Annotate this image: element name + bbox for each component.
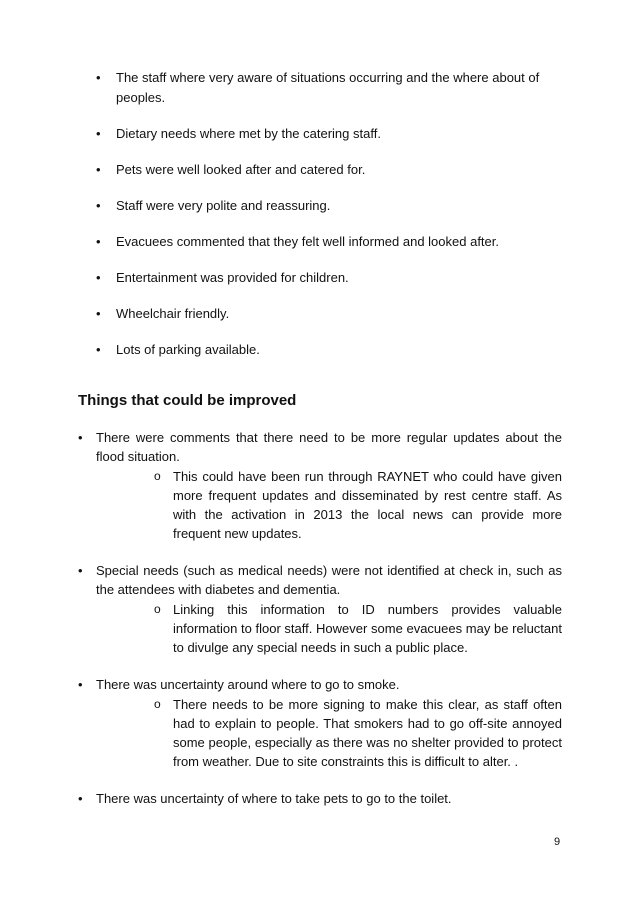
sub-bullet-icon: o	[154, 602, 161, 616]
list-item-text: The staff where very aware of situations occurring and the where about of peoples.	[116, 70, 540, 105]
bullet-icon: •	[96, 234, 101, 249]
subpoint-text: This could have been run through RAYNET who could have given more frequent updates and disseminated by rest centre staff. As with the activation in 2013 the local news can provide more frequent new updates.	[173, 469, 562, 541]
improvement-subpoint	[154, 467, 562, 543]
list-item	[96, 340, 566, 360]
bullet-icon: •	[78, 563, 83, 578]
bullet-icon: •	[96, 162, 101, 177]
list-item	[96, 268, 566, 288]
improvement-item	[78, 561, 562, 657]
section-heading: Things that could be improved	[78, 392, 297, 409]
list-item-text: Evacuees commented that they felt well informed and looked after.	[116, 234, 499, 249]
bullet-icon: •	[96, 70, 101, 85]
list-item	[96, 196, 566, 216]
bullet-icon: •	[78, 677, 83, 692]
list-item	[96, 124, 566, 144]
bullet-icon: •	[96, 126, 101, 141]
list-item-text: Dietary needs where met by the catering staff.	[116, 126, 381, 141]
subpoint-text: Linking this information to ID numbers provides valuable information to floor staff. However some evacuees may be reluctant to divulge any special needs in such a public place.	[173, 602, 562, 655]
bullet-icon: •	[78, 430, 83, 445]
improvement-text: There was uncertainty around where to go to smoke.	[96, 677, 400, 692]
bullet-icon: •	[96, 306, 101, 321]
improvement-subpoint	[154, 695, 562, 771]
list-item	[96, 232, 566, 252]
list-item	[96, 68, 566, 108]
list-item	[96, 160, 566, 180]
list-item	[96, 304, 566, 324]
list-item-text: Entertainment was provided for children.	[116, 270, 349, 285]
list-item-text: Lots of parking available.	[116, 342, 260, 357]
subpoint-text: There needs to be more signing to make this clear, as staff often had to explain to people. That smokers had to go off-site annoyed some people, especially as there was no shelter provided to protect from weather. Due to site constraints this is difficult to alter. .	[173, 697, 562, 769]
improvement-text: Special needs (such as medical needs) were not identified at check in, such as the attendees with diabetes and dementia.	[96, 563, 562, 597]
improvements-list	[78, 428, 562, 826]
list-item-text: Staff were very polite and reassuring.	[116, 198, 331, 213]
bullet-icon: •	[78, 791, 83, 806]
sub-bullet-icon: o	[154, 697, 161, 711]
improvement-subpoint	[154, 600, 562, 657]
improvement-text: There were comments that there need to be more regular updates about the flood situation.	[96, 430, 562, 464]
improvement-item	[78, 789, 562, 808]
improvement-item	[78, 675, 562, 771]
list-item-text: Wheelchair friendly.	[116, 306, 230, 321]
improvement-item	[78, 428, 562, 543]
bullet-icon: •	[96, 342, 101, 357]
page-number: 9	[554, 836, 561, 848]
bullet-icon: •	[96, 198, 101, 213]
improvement-text: There was uncertainty of where to take pets to go to the toilet.	[96, 791, 452, 806]
sub-bullet-icon: o	[154, 469, 161, 483]
bullet-icon: •	[96, 270, 101, 285]
positive-points-list	[96, 68, 566, 376]
list-item-text: Pets were well looked after and catered for.	[116, 162, 366, 177]
